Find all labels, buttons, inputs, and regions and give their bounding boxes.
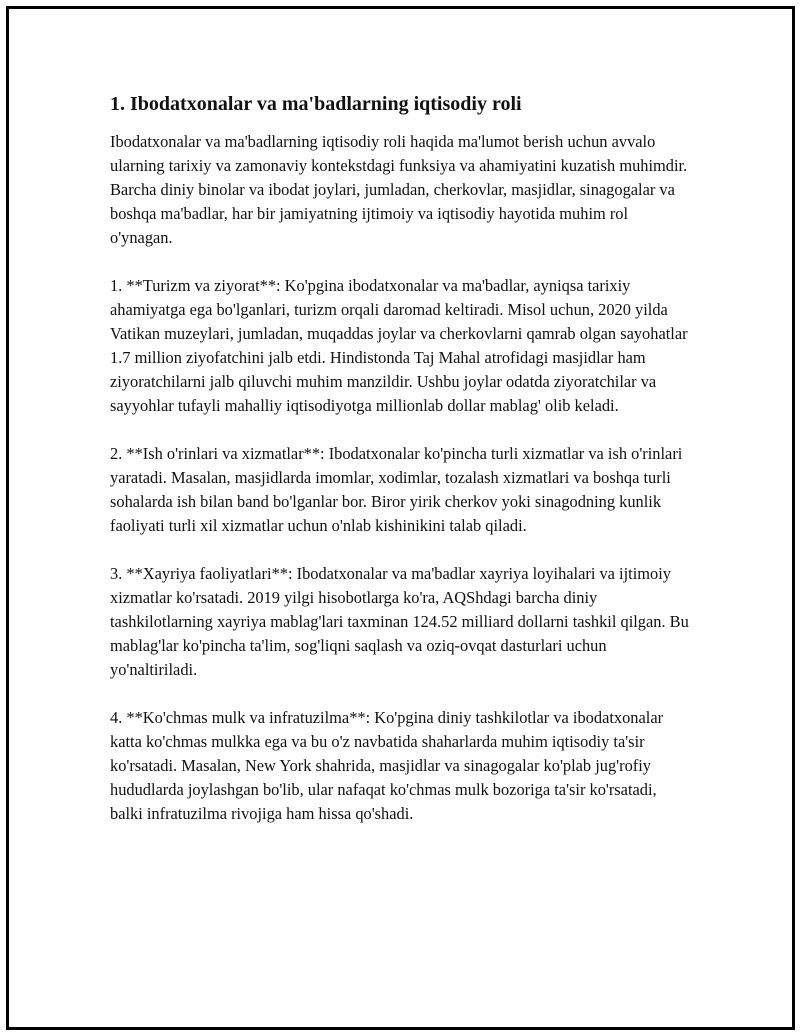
document-body [110,90,690,850]
jobs-paragraph: 2. **Ish o'rinlari va xizmatlar**: Ibodatxonalar ko'pincha turli xizmatlar va ish o'rinlari yaratadi. Masalan, masjidlarda imomlar, xodimlar, tozalash xizmatlari va boshqa turli sohalarda ish bilan band bo'lganlar bor. Biror yirik cherkov yoki sinagodning kunlik faoliyati turli xil xizmatlar uchun o'nlab kishinikini talab qiladi. [110,444,683,535]
charity-paragraph: 3. **Xayriya faoliyatlari**: Ibodatxonalar va ma'badlar xayriya loyihalari va ijtimoiy xizmatlar ko'rsatadi. 2019 yilgi hisobotlarga ko'ra, AQShdagi barcha diniy tashkilotlarning xayriya mablag'lari taxminan 124.52 milliard dollarni tashkil qilgan. Bu mablag'lar ko'pincha ta'lim, sog'liqni saqlash va oziq-ovqat dasturlari uchun yo'naltiriladi. [110,564,689,679]
real-estate-paragraph: 4. **Ko'chmas mulk va infratuzilma**: Ko'pgina diniy tashkilotlar va ibodatxonalar katta ko'chmas mulkka ega va bu o'z navbatida shaharlarda muhim iqtisodiy ta'sir ko'rsatadi. Masalan, New York shahrida, masjidlar va sinagogalar ko'plab jug'rofiy hududlarda joylashgan bo'lib, ular nafaqat ko'chmas mulk bozoriga ta'sir ko'rsatadi, balki infratuzilma rivojiga ham hissa qo'shadi. [110,708,664,823]
section-heading: 1. Ibodatxonalar va ma'badlarning iqtisodiy roli [110,93,522,115]
intro-paragraph: Ibodatxonalar va ma'badlarning iqtisodiy roli haqida ma'lumot berish uchun avvalo ularning tarixiy va zamonaviy kontekstdagi funksiya va ahamiyatini kuzatish muhimdir. Barcha diniy binolar va ibodat joylari, jumladan, cherkovlar, masjidlar, sinagogalar va boshqa ma'badlar, har bir jamiyatning ijtimoiy va iqtisodiy hayotida muhim rol o'ynagan. [110,132,688,247]
tourism-paragraph: 1. **Turizm va ziyorat**: Ko'pgina ibodatxonalar va ma'badlar, ayniqsa tarixiy ahamiyatga ega bo'lganlari, turizm orqali daromad keltiradi. Misol uchun, 2020 yilda Vatikan muzeylari, jumladan, muqaddas joylar va cherkovlarni qamrab olgan sayohatlar 1.7 million ziyofatchini jalb etdi. Hindistonda Taj Mahal atrofidagi masjidlar ham ziyoratchilarni jalb qiluvchi muhim manzildir. Ushbu joylar odatda ziyoratchilar va sayyohlar tufayli mahalliy iqtisodiyotga millionlab dollar mablag' olib keladi. [110,276,688,415]
